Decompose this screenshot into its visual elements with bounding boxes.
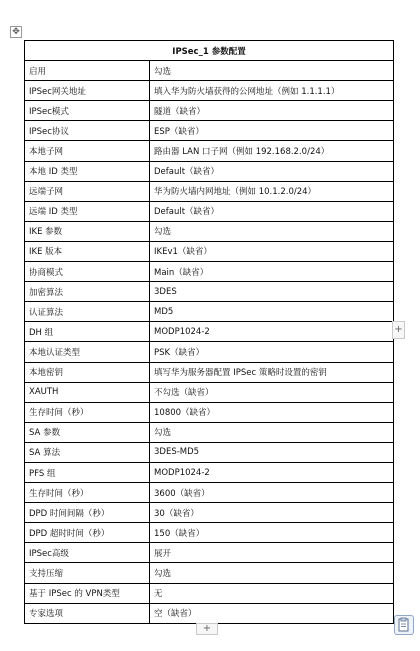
param-label[interactable]: IPSec网关地址 <box>25 81 150 101</box>
table-row <box>25 262 394 282</box>
table-row <box>25 101 394 121</box>
table-row <box>25 603 394 623</box>
param-value[interactable]: 填写华为服务器配置 IPSec 策略时设置的密钥 <box>150 362 394 382</box>
param-label[interactable]: 认证算法 <box>25 302 150 322</box>
table-row <box>25 503 394 523</box>
param-label[interactable]: PFS 组 <box>25 462 150 482</box>
param-label[interactable]: 本地 ID 类型 <box>25 161 150 181</box>
param-label[interactable]: 加密算法 <box>25 282 150 302</box>
table-row <box>25 402 394 422</box>
param-value[interactable]: 空（缺省） <box>150 603 394 623</box>
param-value[interactable]: IKEv1（缺省） <box>150 241 394 261</box>
param-value[interactable]: PSK（缺省） <box>150 342 394 362</box>
param-value[interactable]: 隧道（缺省） <box>150 101 394 121</box>
table-row <box>25 483 394 503</box>
param-value[interactable]: 勾选 <box>150 221 394 241</box>
param-value[interactable]: 填入华为防火墙获得的公网地址（例如 1.1.1.1） <box>150 81 394 101</box>
param-value[interactable]: 华为防火墙内网地址（例如 10.1.2.0/24） <box>150 181 394 201</box>
param-label[interactable]: DPD 超时时间（秒） <box>25 523 150 543</box>
param-label[interactable]: 基于 IPSec 的 VPN类型 <box>25 583 150 603</box>
table-title-row <box>25 41 394 61</box>
param-value[interactable]: 10800（缺省） <box>150 402 394 422</box>
add-row-button[interactable]: + <box>196 623 218 635</box>
table-row <box>25 523 394 543</box>
table-row <box>25 462 394 482</box>
table-row <box>25 422 394 442</box>
param-label[interactable]: IKE 参数 <box>25 221 150 241</box>
param-label[interactable]: DH 组 <box>25 322 150 342</box>
param-value[interactable]: 展开 <box>150 543 394 563</box>
param-value[interactable]: 150（缺省） <box>150 523 394 543</box>
table-row <box>25 81 394 101</box>
param-label[interactable]: 生存时间（秒） <box>25 483 150 503</box>
param-value[interactable]: 路由器 LAN 口子网（例如 192.168.2.0/24） <box>150 141 394 161</box>
param-label[interactable]: 远端 ID 类型 <box>25 201 150 221</box>
table-row <box>25 382 394 402</box>
param-label[interactable]: 启用 <box>25 61 150 81</box>
param-value[interactable]: MD5 <box>150 302 394 322</box>
param-label[interactable]: SA 参数 <box>25 422 150 442</box>
param-value[interactable]: 不勾选（缺省） <box>150 382 394 402</box>
param-value[interactable]: Default（缺省） <box>150 201 394 221</box>
table-title: IPSec_1 参数配置 <box>25 41 394 61</box>
add-column-button[interactable]: + <box>392 321 405 339</box>
param-value[interactable]: 3DES-MD5 <box>150 442 394 462</box>
param-value[interactable]: Main（缺省） <box>150 262 394 282</box>
param-label[interactable]: DPD 时间间隔（秒） <box>25 503 150 523</box>
table-move-handle[interactable]: ✥ <box>10 26 22 38</box>
param-label[interactable]: XAUTH <box>25 382 150 402</box>
param-label[interactable]: 远端子网 <box>25 181 150 201</box>
table-row <box>25 61 394 81</box>
param-value[interactable]: MODP1024-2 <box>150 462 394 482</box>
param-value[interactable]: ESP（缺省） <box>150 121 394 141</box>
table-row <box>25 221 394 241</box>
table-row <box>25 121 394 141</box>
table-row <box>25 302 394 322</box>
paste-options-icon[interactable] <box>394 615 414 635</box>
param-value[interactable]: 3600（缺省） <box>150 483 394 503</box>
param-label[interactable]: SA 算法 <box>25 442 150 462</box>
param-value[interactable]: MODP1024-2 <box>150 322 394 342</box>
param-value[interactable]: 勾选 <box>150 61 394 81</box>
param-label[interactable]: 生存时间（秒） <box>25 402 150 422</box>
param-value[interactable]: 30（缺省） <box>150 503 394 523</box>
table-row <box>25 282 394 302</box>
param-value[interactable]: 勾选 <box>150 422 394 442</box>
table-row <box>25 583 394 603</box>
table-row <box>25 442 394 462</box>
param-label[interactable]: 支持压缩 <box>25 563 150 583</box>
table-row <box>25 241 394 261</box>
param-value[interactable]: 无 <box>150 583 394 603</box>
param-label[interactable]: 本地子网 <box>25 141 150 161</box>
table-row <box>25 201 394 221</box>
param-value[interactable]: 勾选 <box>150 563 394 583</box>
table-row <box>25 543 394 563</box>
table-row <box>25 563 394 583</box>
table-row <box>25 161 394 181</box>
table-row <box>25 181 394 201</box>
param-label[interactable]: 本地认证类型 <box>25 342 150 362</box>
param-label[interactable]: IPSec高级 <box>25 543 150 563</box>
param-label[interactable]: IPSec模式 <box>25 101 150 121</box>
table-row <box>25 362 394 382</box>
param-value[interactable]: Default（缺省） <box>150 161 394 181</box>
table-row <box>25 322 394 342</box>
param-label[interactable]: 本地密钥 <box>25 362 150 382</box>
param-label[interactable]: 协商模式 <box>25 262 150 282</box>
param-label[interactable]: IKE 版本 <box>25 241 150 261</box>
table-row <box>25 342 394 362</box>
table-row <box>25 141 394 161</box>
ipsec-params-table <box>24 40 394 624</box>
param-label[interactable]: 专家选项 <box>25 603 150 623</box>
param-label[interactable]: IPSec协议 <box>25 121 150 141</box>
param-value[interactable]: 3DES <box>150 282 394 302</box>
